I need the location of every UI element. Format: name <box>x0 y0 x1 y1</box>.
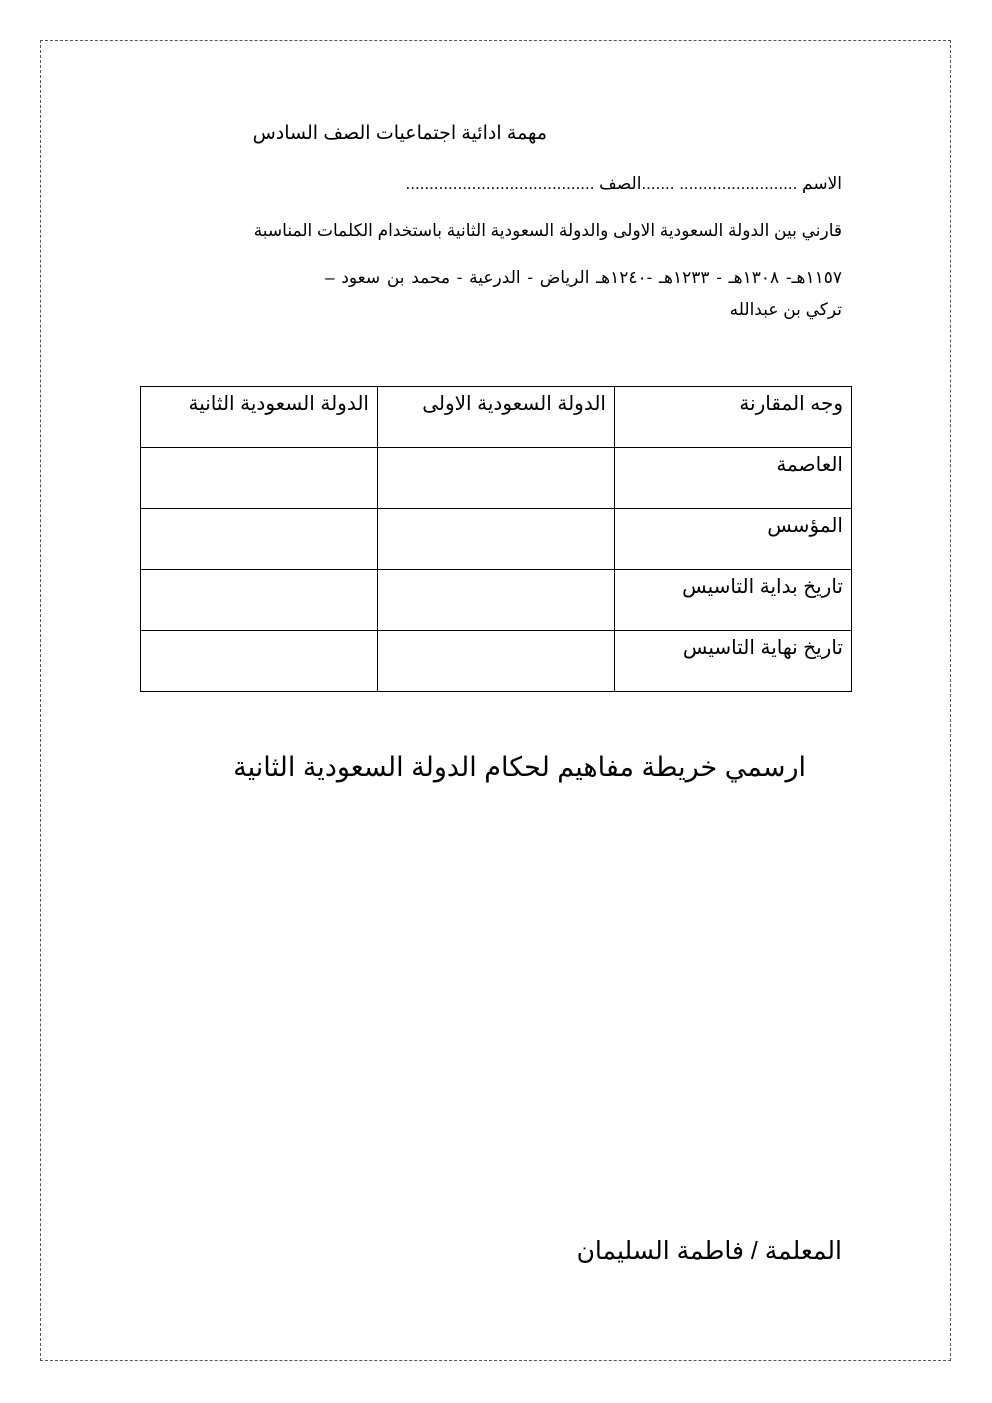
table-row-capital <box>141 448 852 509</box>
header-first-state: الدولة السعودية الاولى <box>378 387 615 448</box>
word-bank-line-1: ١١٥٧هـ- ١٣٠٨هـ - ١٢٣٣هـ -١٢٤٠هـ الرياض - الدرعية - محمد بن سعود – <box>325 268 842 287</box>
answer-cell-second[interactable] <box>141 448 378 509</box>
header-aspect: وجه المقارنة <box>615 387 852 448</box>
answer-cell-first[interactable] <box>378 509 615 570</box>
row-label: المؤسس <box>615 509 852 570</box>
answer-cell-second[interactable] <box>141 570 378 631</box>
comparison-table <box>140 386 852 692</box>
instructions-text: قارني بين الدولة السعودية الاولى والدولة السعودية الثانية باستخدام الكلمات المناسبة <box>253 221 842 240</box>
table-row-founder <box>141 509 852 570</box>
concept-map-heading: ارسمي خريطة مفاهيم لحكام الدولة السعودية الثانية <box>233 752 806 782</box>
table-row-start-date <box>141 570 852 631</box>
name-class-line: الاسم ......................... .......الصف ........................................ <box>405 174 842 193</box>
row-label: تاريخ بداية التاسيس <box>615 570 852 631</box>
answer-cell-first[interactable] <box>378 448 615 509</box>
answer-cell-first[interactable] <box>378 570 615 631</box>
row-label: تاريخ نهاية التاسيس <box>615 631 852 692</box>
teacher-signature: المعلمة / فاطمة السليمان <box>576 1237 842 1265</box>
answer-cell-second[interactable] <box>141 631 378 692</box>
answer-cell-second[interactable] <box>141 509 378 570</box>
header-second-state: الدولة السعودية الثانية <box>141 387 378 448</box>
answer-cell-first[interactable] <box>378 631 615 692</box>
word-bank-line-2: تركي بن عبدالله <box>729 300 842 319</box>
row-label: العاصمة <box>615 448 852 509</box>
table-row-end-date <box>141 631 852 692</box>
page-title: مهمة ادائية اجتماعيات الصف السادس <box>252 123 547 144</box>
table-header-row <box>141 387 852 448</box>
